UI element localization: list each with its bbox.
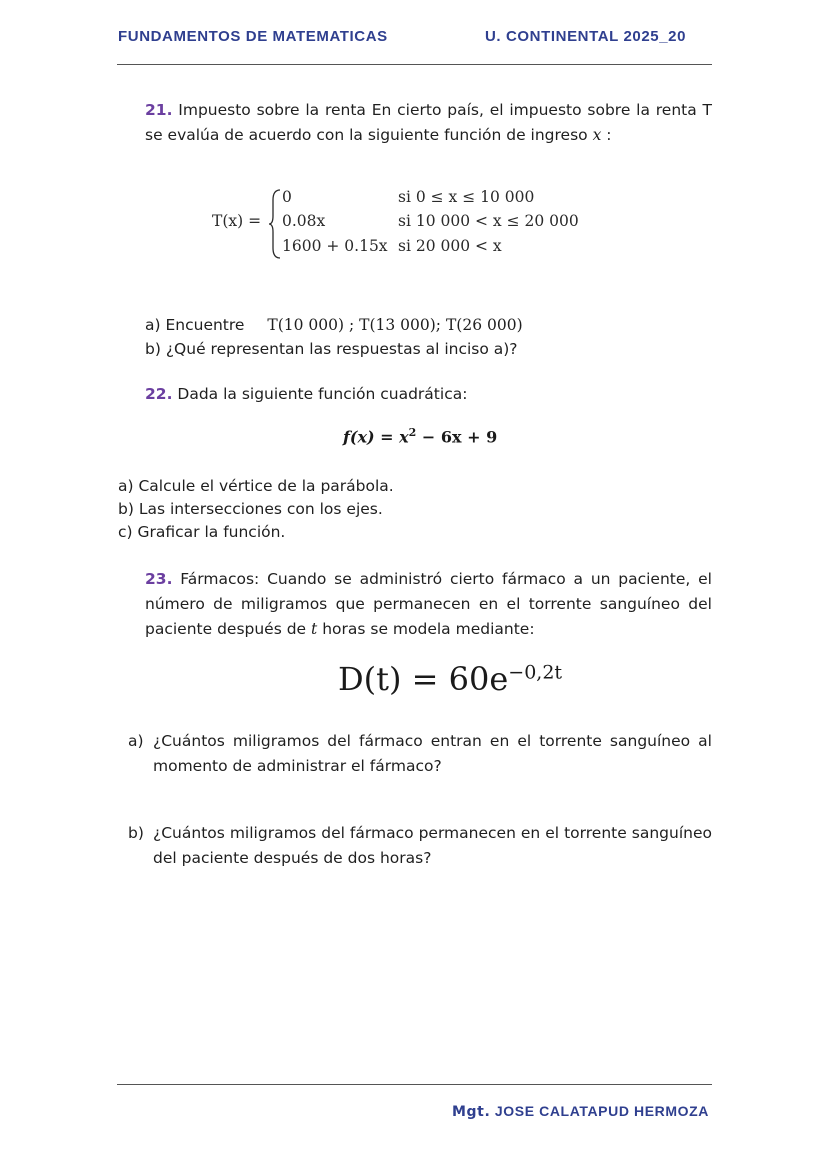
piecewise-cond-1: si 0 ≤ x ≤ 10 000 [398,188,535,206]
problem-22-statement [145,382,467,407]
problem-22-formula: $f(x) = x^2 - 6x + 9$ [343,426,498,447]
piecewise-brace [268,188,282,260]
problem-21-a-math: T(10 000) ; T(13 000); T(26 000) [267,316,523,334]
header-university: U. CONTINENTAL 2025_20 [485,28,687,45]
problem-23-item-b-label: b) [128,824,144,842]
piecewise-expr-2: 0.08x [282,212,326,230]
problem-21-item-a: a) Encuentre T(10 000) ; T(13 000); T(26 000) [145,316,523,334]
problem-23-number: 23. [145,570,173,588]
problem-22-item-c: c) Graficar la función. [118,523,286,541]
piecewise-expr-3: 1600 + 0.15x [282,237,388,255]
problem-21-item-b: b) ¿Qué representan las respuestas al inciso a)? [145,340,518,358]
problem-21-statement: 21. Impuesto sobre la renta En cierto país, el impuesto sobre la renta T se evalúa de acuerdo con la siguiente función de ingreso x : [145,101,712,144]
problem-23-formula: $D(t) = 60e^{-0,2t}$ [338,660,563,698]
problem-22-text: Dada la siguiente función cuadrática: [177,385,468,403]
problem-21-text: Impuesto sobre la renta En cierto país, el impuesto sobre la renta T se evalúa de acuerdo con la siguiente función de ingreso [145,101,712,144]
piecewise-cond-2: si 10 000 < x ≤ 20 000 [398,212,579,230]
header-course-title: FUNDAMENTOS DE MATEMATICAS [118,28,388,45]
footer-author: Mgt. JOSE CALATAPUD HERMOZA [452,1103,710,1120]
footer-divider [117,1084,712,1085]
piecewise-label: T(x) = [212,212,262,230]
problem-23-item-a: ¿Cuántos miligramos del fármaco entran en el torrente sanguíneo al momento de administrar el fármaco? [153,732,712,775]
problem-21-number: 21. [145,101,173,119]
problem-22-item-b: b) Las intersecciones con los ejes. [118,500,383,518]
problem-23-var: t [311,620,318,638]
piecewise-cond-3: si 20 000 < x [398,237,502,255]
piecewise-expr-1: 0 [282,188,292,206]
problem-23-item-b: ¿Cuántos miligramos del fármaco permanecen en el torrente sanguíneo del paciente después de dos horas? [153,824,712,867]
problem-22-item-a: a) Calcule el vértice de la parábola. [118,477,394,495]
header-divider [117,64,712,65]
problem-23-item-a-label: a) [128,732,144,750]
problem-22-number: 22. [145,385,173,403]
problem-21-var: x [592,126,602,144]
problem-23-statement: 23. Fármacos: Cuando se administró cierto fármaco a un paciente, el número de miligramos que permanecen en el torrente sanguíneo del paciente después de t horas se modela mediante: [145,570,712,638]
